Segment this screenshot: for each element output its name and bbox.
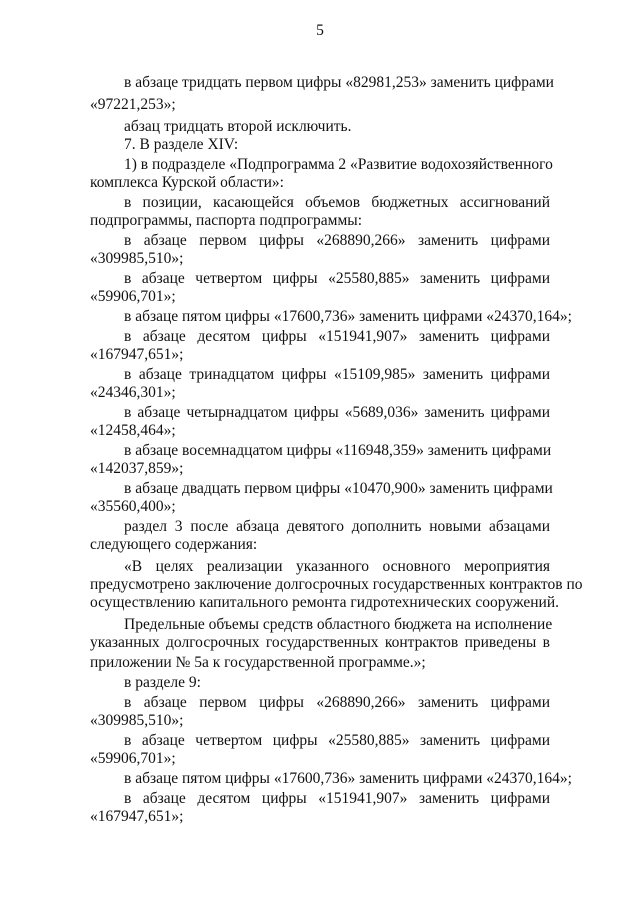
text-line: в абзаце четвертом цифры «25580,885» заменить цифрами: [124, 270, 550, 287]
text-line: в абзаце пятом цифры «17600,736» заменить цифрами «24370,164»;: [124, 770, 572, 787]
text-line: «309985,510»;: [90, 712, 184, 729]
text-line: в абзаце десятом цифры «151941,907» заменить цифрами: [124, 790, 550, 807]
text-line: абзац тридцать второй исключить.: [124, 118, 352, 135]
text-line: указанных долгосрочных государственных контрактов приведены в: [90, 634, 550, 651]
text-line: 7. В разделе XIV:: [124, 136, 239, 153]
text-line: в абзаце первом цифры «268890,266» заменить цифрами: [124, 232, 550, 249]
text-line: в абзаце двадцать первом цифры «10470,900» заменить цифрами: [124, 480, 553, 497]
text-line: следующего содержания:: [90, 536, 258, 553]
text-line: в абзаце тридцать первом цифры «82981,253» заменить цифрами: [124, 74, 554, 91]
text-line: в абзаце десятом цифры «151941,907» заменить цифрами: [124, 328, 550, 345]
text-line: предусмотрено заключение долгосрочных государственных контрактов по: [90, 576, 583, 593]
text-line: в абзаце тринадцатом цифры «15109,985» заменить цифрами: [124, 366, 550, 383]
text-line: раздел 3 после абзаца девятого дополнить новыми абзацами: [124, 518, 550, 535]
text-line: «97221,253»;: [90, 96, 176, 113]
text-line: осуществлению капитального ремонта гидротехнических сооружений.: [90, 594, 560, 611]
text-line: комплекса Курской области»:: [90, 174, 284, 191]
text-line: в абзаце пятом цифры «17600,736» заменить цифрами «24370,164»;: [124, 308, 572, 325]
text-line: в абзаце первом цифры «268890,266» заменить цифрами: [124, 694, 550, 711]
text-line: в позиции, касающейся объемов бюджетных ассигнований: [124, 194, 550, 211]
text-line: в абзаце восемнадцатом цифры «116948,359» заменить цифрами: [124, 442, 552, 459]
text-line: «59906,701»;: [90, 750, 176, 767]
text-line: 1) в подразделе «Подпрограмма 2 «Развитие водохозяйственного: [124, 156, 553, 173]
text-line: приложении № 5а к государственной программе.»;: [90, 654, 426, 671]
text-line: в абзаце четырнадцатом цифры «5689,036» заменить цифрами: [124, 404, 550, 421]
text-line: «309985,510»;: [90, 250, 184, 267]
text-line: «12458,464»;: [90, 422, 176, 439]
text-line: «167947,651»;: [90, 808, 184, 825]
text-line: «59906,701»;: [90, 288, 176, 305]
text-line: в абзаце четвертом цифры «25580,885» заменить цифрами: [124, 732, 550, 749]
text-line: «В целях реализации указанного основного мероприятия: [124, 558, 550, 575]
text-line: «142037,859»;: [90, 460, 184, 477]
page-number: 5: [316, 22, 324, 39]
text-line: Предельные объемы средств областного бюджета на исполнение: [124, 616, 553, 633]
text-line: в разделе 9:: [124, 674, 201, 691]
text-line: «167947,651»;: [90, 346, 184, 363]
text-line: «24346,301»;: [90, 384, 176, 401]
text-line: «35560,400»;: [90, 498, 176, 515]
text-line: подпрограммы, паспорта подпрограммы:: [90, 212, 363, 229]
